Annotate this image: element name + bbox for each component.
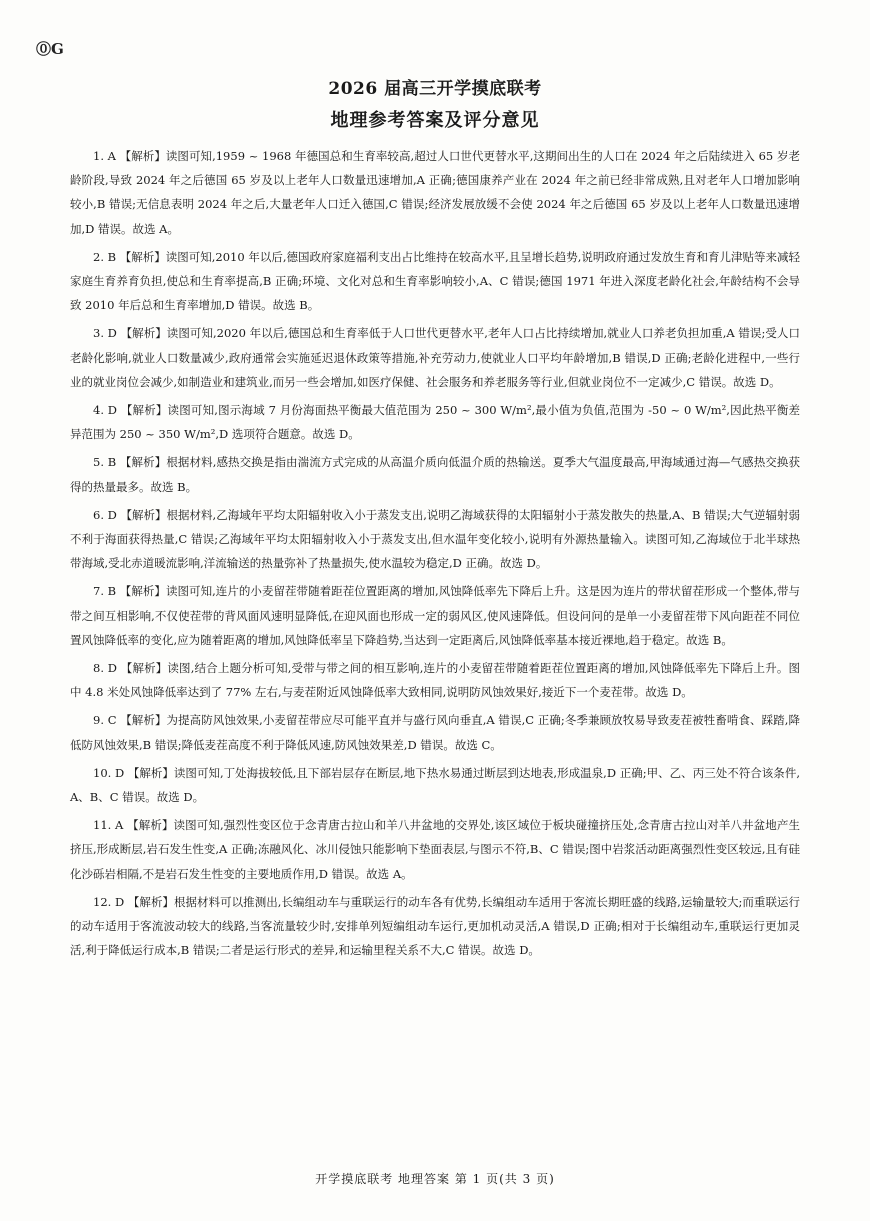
answer-item-3: 3. D 【解析】读图可知,2020 年以后,德国总和生育率低于人口世代更替水平,老年人口占比持续增加,就业人口养老负担加重,A 错误;受人口老龄化影响,就业人口数量减少,政府通常会实施延迟退休政策等措施,补充劳动力,使就业人口平均年龄增加,B 错误,D 正确;老龄化进程中,一些行业的就业岗位会减少,如制造业和建筑业,而另一些会增加,如医疗保健、社会服务和养老服务等行业,但就业岗位不一定减少,C 错误。故选 D。 bbox=[70, 326, 800, 389]
answer-item-2: 2. B 【解析】读图可知,2010 年以后,德国政府家庭福利支出占比维持在较高水平,且呈增长趋势,说明政府通过发放生育和育儿津贴等来减轻家庭生育养育负担,使总和生育率提高,B 正确;环境、文化对总和生育率影响较小,A、C 错误;德国 1971 年进入深度老龄化社会,年龄结构不会导致 2010 年后总和生育率增加,D 错误。故选 B。 bbox=[70, 249, 800, 313]
answer-item-9: 9. C 【解析】为提高防风蚀效果,小麦留茬带应尽可能平直并与盛行风向垂直,A 错误,C 正确;冬季兼顾放牧易导致麦茬被牲畜啃食、踩踏,降低防风蚀效果,B 错误;降低麦茬高度不利于降低风速,防风蚀效果差,D 错误。故选 C。 bbox=[70, 713, 800, 752]
answer-item-11: 11. A 【解析】读图可知,强烈性变区位于念青唐古拉山和羊八井盆地的交界处,该区域位于板块碰撞挤压处,念青唐古拉山对羊八井盆地产生挤压,形成断层,岩石发生性变,A 正确;冻融风化、冰川侵蚀只能影响下垫面表层,与图示不符,B、C 错误;图中岩浆活动距离强烈性变区较远,且有硅化沙砾岩相隔,不是岩石发生性变的主要地质作用,D 错误。故选 A。 bbox=[70, 818, 800, 881]
answer-item-10: 10. D 【解析】读图可知,丁处海拔较低,且下部岩层存在断层,地下热水易通过断层到达地表,形成温泉,D 正确;甲、乙、丙三处不符合该条件,A、B、C 错误。故选 D。 bbox=[70, 765, 800, 805]
answer-item-7: 7. B 【解析】读图可知,连片的小麦留茬带随着距茬位置距离的增加,风蚀降低率先下降后上升。这是因为连片的带状留茬形成一个整体,带与带之间互相影响,不仅使茬带的背风面风速明显降低,在迎风面也形成一定的弱风区,使风速降低。但设问问的是单一小麦留茬带下风向距茬不同位置风蚀降低率的变化,应为随着距离的增加,风蚀降低率呈下降趋势,当达到一定距离后,风蚀降低率基本接近裸地,趋于稳定。故选 B。 bbox=[70, 584, 800, 647]
document-subtitle: 地理参考答案及评分意见 bbox=[330, 110, 540, 131]
answer-list bbox=[70, 144, 800, 967]
page-footer: 开学摸底联考 地理答案 第 1 页(共 3 页) bbox=[315, 1172, 555, 1186]
answer-item-6: 6. D 【解析】根据材料,乙海域年平均太阳辐射收入小于蒸发支出,说明乙海域获得的太阳辐射小于蒸发散失的热量,A、B 错误;大气逆辐射弱不利于海面获得热量,C 错误;乙海域年平均太阳辐射收入小于蒸发支出,但水温年变化较小,说明有外源热量输入。读图可知,乙海域位于北半球热带海域,受北赤道暖流影响,洋流输送的热量弥补了热量损失,使水温较为稳定,D 正确。故选 D。 bbox=[70, 507, 800, 571]
exam-title: 2026 届高三开学摸底联考 bbox=[328, 79, 542, 99]
answer-item-12: 12. D 【解析】根据材料可以推测出,长编组动车与重联运行的动车各有优势,长编组动车适用于客流长期旺盛的线路,运输量较大;而重联运行的动车适用于客流波动较大的线路,当客流量较少时,安排单列短编组动车运行,更加机动灵活,A 错误,D 正确;相对于长编组动车,重联运行更加灵活,利于降低运行成本,B 错误;二者是运行形式的差异,和运输里程关系不大,C 错误。故选 D。 bbox=[70, 894, 800, 958]
publisher-logo: ⓪G bbox=[36, 40, 64, 58]
answer-item-5: 5. B 【解析】根据材料,感热交换是指由湍流方式完成的从高温介质向低温介质的热输送。夏季大气温度最高,甲海域通过海—气感热交换获得的热量最多。故选 B。 bbox=[70, 455, 800, 494]
answer-item-4: 4. D 【解析】读图可知,图示海域 7 月份海面热平衡最大值范围为 250 ~ 300 W/m²,最小值为负值,范围为 -50 ~ 0 W/m²,因此热平衡差异范围为 250 ~ 350 W/m²,D 选项符合题意。故选 D。 bbox=[70, 403, 800, 442]
answer-item-1: 1. A 【解析】读图可知,1959 ~ 1968 年德国总和生育率较高,超过人口世代更替水平,这期间出生的人口在 2024 年之后陆续进入 65 岁老龄阶段,导致 2024 年之后德国 65 岁及以上老年人口数量迅速增加,A 正确;德国康养产业在 2024 年之前已经非常成熟,且对老年人口增加影响较小,B 错误;无信息表明 2024 年之后,大量老年人口迁入德国,C 错误;经济发展放缓不会使 2024 年之后德国 65 岁及以上老年人口数量迅速增加,D 错误。故选 A。 bbox=[70, 149, 800, 236]
answer-item-8: 8. D 【解析】读图,结合上题分析可知,受带与带之间的相互影响,连片的小麦留茬带随着距茬位置距离的增加,风蚀降低率先下降后上升。图中 4.8 米处风蚀降低率达到了 77% 左右,与麦茬附近风蚀降低率大致相同,说明防风蚀效果好,接近下一个麦茬带。故选 D。 bbox=[70, 661, 800, 700]
